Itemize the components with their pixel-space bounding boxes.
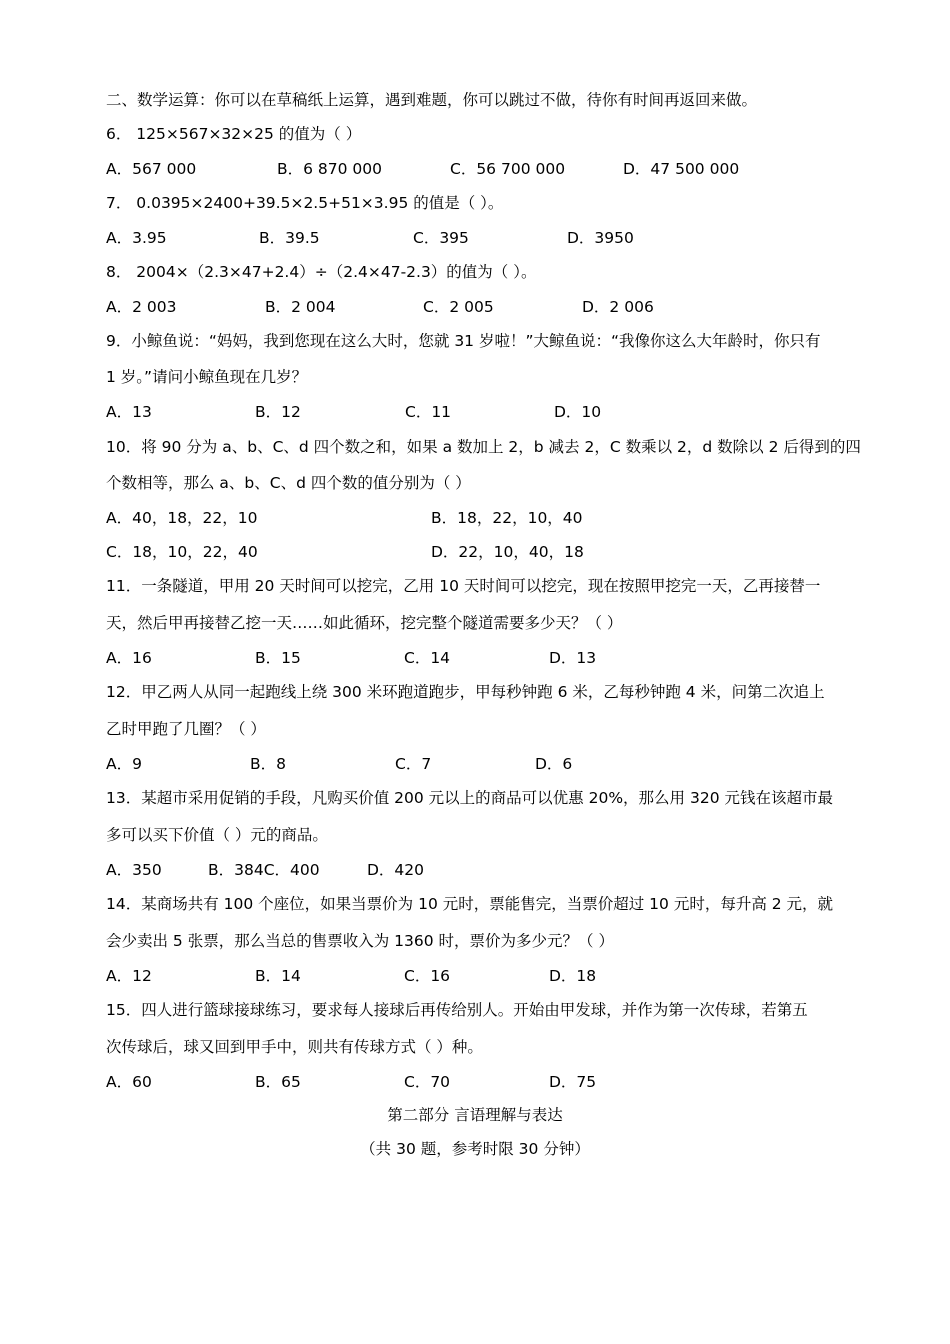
- q11-option-b: B．15: [255, 649, 301, 667]
- q14-option-d: D．18: [549, 967, 597, 985]
- q6-option-a: A．567 000: [106, 160, 197, 178]
- question-14-text-line2: 会少卖出 5 张票，那么当总的售票收入为 1360 时，票价为多少元？（ ）: [106, 932, 614, 950]
- q8-option-c: C．2 005: [423, 298, 494, 316]
- q11-option-a: A．16: [106, 649, 152, 667]
- q10-option-b: B．18，22，10，40: [431, 509, 583, 527]
- question-8-text: 8． 2004×（2.3×47+2.4）÷（2.4×47-2.3）的值为（ ）。: [106, 263, 537, 281]
- section-intro: 二、数学运算：你可以在草稿纸上运算，遇到难题，你可以跳过不做，待你有时间再返回来做。: [106, 91, 758, 109]
- q14-option-c: C．16: [404, 967, 451, 985]
- question-12-text-line1: 12．甲乙两人从同一起跑线上绕 300 米环跑道跑步，甲每秒钟跑 6 米，乙每秒钟跑 4 米，问第二次追上: [106, 683, 825, 701]
- part-title: 第二部分 言语理解与表达: [387, 1106, 563, 1124]
- q10-option-c: C．18，10，22，40: [106, 543, 258, 561]
- q7-option-b: B．39.5: [259, 229, 320, 247]
- q11-option-d: D．13: [549, 649, 597, 667]
- q9-option-b: B．12: [255, 403, 301, 421]
- q15-option-b: B．65: [255, 1073, 301, 1091]
- q9-option-a: A．13: [106, 403, 152, 421]
- question-9-text-line1: 9．小鲸鱼说：“妈妈，我到您现在这么大时，您就 31 岁啦！”大鲸鱼说：“我像你这么大年龄时，你只有: [106, 332, 821, 350]
- q14-option-a: A．12: [106, 967, 152, 985]
- question-13-text-line1: 13．某超市采用促销的手段，凡购买价值 200 元以上的商品可以优惠 20%，那么用 320 元钱在该超市最: [106, 789, 833, 807]
- q12-option-a: A．9: [106, 755, 142, 773]
- question-12-text-line2: 乙时甲跑了几圈？（ ）: [106, 720, 266, 738]
- q15-option-a: A．60: [106, 1073, 152, 1091]
- q12-option-c: C．7: [395, 755, 432, 773]
- question-13-text-line2: 多可以买下价值（ ）元的商品。: [106, 826, 328, 844]
- question-7-text: 7． 0.0395×2400+39.5×2.5+51×3.95 的值是（ ）。: [106, 194, 504, 212]
- q8-option-b: B．2 004: [265, 298, 336, 316]
- q7-option-c: C．395: [413, 229, 469, 247]
- q6-option-b: B．6 870 000: [277, 160, 383, 178]
- part-subtitle: （共 30 题，参考时限 30 分钟）: [360, 1140, 590, 1158]
- q8-option-d: D．2 006: [582, 298, 654, 316]
- question-14-text-line1: 14．某商场共有 100 个座位，如果当票价为 10 元时，票能售完，当票价超过 10 元时，每升高 2 元，就: [106, 895, 834, 913]
- q12-option-d: D．6: [535, 755, 573, 773]
- question-10-text-line2: 个数相等，那么 a、b、C、d 四个数的值分别为（ ）: [106, 474, 471, 492]
- q6-option-c: C．56 700 000: [450, 160, 566, 178]
- q15-option-d: D．75: [549, 1073, 597, 1091]
- question-6-text: 6． 125×567×32×25 的值为（ ）: [106, 125, 362, 143]
- q11-option-c: C．14: [404, 649, 451, 667]
- q8-option-a: A．2 003: [106, 298, 177, 316]
- question-11-text-line1: 11．一条隧道，甲用 20 天时间可以挖完，乙用 10 天时间可以挖完，现在按照甲挖完一天，乙再接替一: [106, 577, 821, 595]
- q9-option-c: C．11: [405, 403, 452, 421]
- q12-option-b: B．8: [250, 755, 286, 773]
- q7-option-d: D．3950: [567, 229, 634, 247]
- question-15-text-line2: 次传球后，球又回到甲手中，则共有传球方式（ ）种。: [106, 1038, 483, 1056]
- q6-option-d: D．47 500 000: [623, 160, 740, 178]
- q13-option-d: D．420: [367, 861, 425, 879]
- q15-option-c: C．70: [404, 1073, 451, 1091]
- question-10-text-line1: 10．将 90 分为 a、b、C、d 四个数之和，如果 a 数加上 2，b 减去 2，C 数乘以 2，d 数除以 2 后得到的四: [106, 438, 861, 456]
- q9-option-d: D．10: [554, 403, 602, 421]
- q10-option-d: D．22，10，40，18: [431, 543, 584, 561]
- question-15-text-line1: 15．四人进行篮球接球练习，要求每人接球后再传给别人。开始由甲发球，并作为第一次传球，若第五: [106, 1001, 808, 1019]
- question-11-text-line2: 天，然后甲再接替乙挖一天……如此循环，挖完整个隧道需要多少天？（ ）: [106, 614, 623, 632]
- q14-option-b: B．14: [255, 967, 301, 985]
- q13-option-b: B．384C．400: [208, 861, 320, 879]
- q7-option-a: A．3.95: [106, 229, 167, 247]
- q10-option-a: A．40，18，22，10: [106, 509, 258, 527]
- question-9-text-line2: 1 岁。”请问小鲸鱼现在几岁？: [106, 368, 308, 386]
- q13-option-a: A．350: [106, 861, 162, 879]
